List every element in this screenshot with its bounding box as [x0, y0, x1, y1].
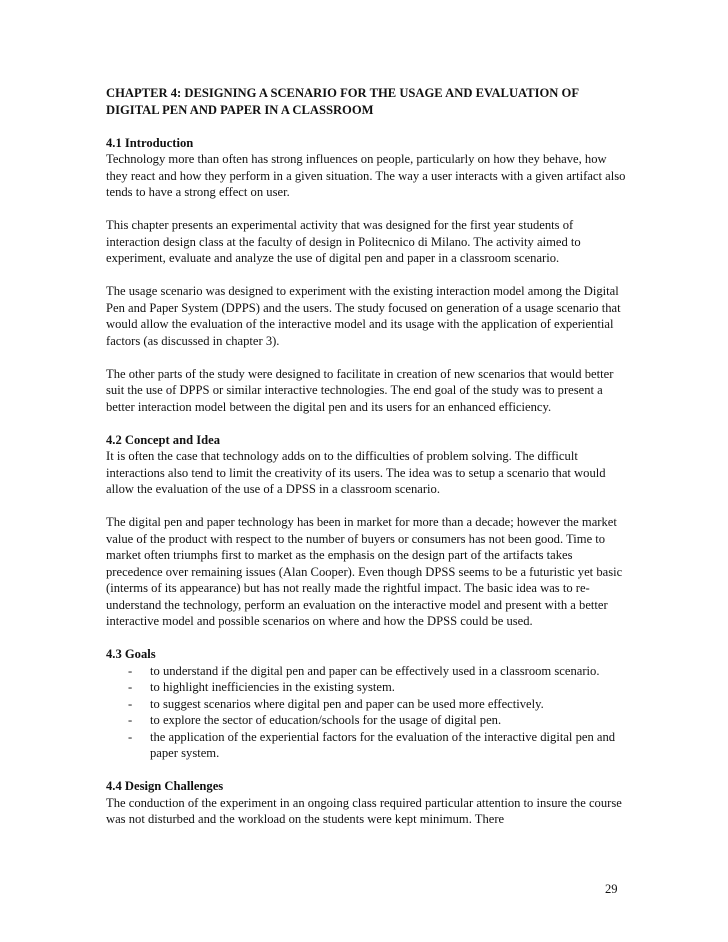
- paragraph: The usage scenario was designed to experiment with the existing interaction model among the Digital Pen and Paper System (DPPS) and the users. The study focused on generation of a usage scenario that would allow the evaluation of the interactive model and its usage with the application of experiential factors (as discussed in chapter 3).: [106, 284, 621, 348]
- paragraph: It is often the case that technology adds on to the difficulties of problem solving. The difficult interactions also tend to limit the creativity of its users. The idea was to setup a scenario that would allow the evaluation of the use of a DPSS in a classroom scenario.: [106, 449, 606, 496]
- chapter-title: CHAPTER 4: DESIGNING A SCENARIO FOR THE USAGE AND EVALUATION OF DIGITAL PEN AND PAPER IN A CLASSROOM: [106, 86, 579, 117]
- paragraph: The other parts of the study were designed to facilitate in creation of new scenarios that would better suit the use of DPPS or similar interactive technologies. The end goal of the study was to present a better interaction model between the digital pen and its users for an enhanced efficiency.: [106, 366, 614, 414]
- spacer: [106, 267, 626, 284]
- section-goals: [106, 646, 626, 762]
- bullet-dash: -: [128, 680, 133, 694]
- section-heading: 4.4 Design Challenges: [106, 779, 224, 793]
- list-item: [106, 729, 626, 762]
- list-item: [106, 696, 626, 713]
- spacer: [106, 201, 626, 218]
- paragraph: Technology more than often has strong influences on people, particularly on how they behave, how they react and how they perform in a given situation. The way a user interacts with a given artifact also tends to have a strong effect on user.: [106, 152, 626, 199]
- document-page: [106, 85, 626, 828]
- bullet-dash: -: [128, 663, 133, 678]
- goals-list: [106, 663, 626, 762]
- list-item-text: to understand if the digital pen and paper can be effectively used in a classroom scenario.: [150, 663, 600, 678]
- section-heading: 4.3 Goals: [106, 647, 156, 661]
- bullet-dash: -: [128, 729, 133, 744]
- bullet-dash: -: [128, 713, 133, 727]
- spacer: [106, 349, 626, 366]
- list-item: [106, 663, 626, 680]
- list-item-text: to explore the sector of education/schools for the usage of digital pen.: [150, 713, 502, 727]
- list-item-text: to suggest scenarios where digital pen and paper can be used more effectively.: [150, 696, 544, 711]
- bullet-dash: -: [128, 696, 133, 711]
- spacer: [106, 762, 626, 779]
- section-concept-and-idea: [106, 432, 626, 630]
- spacer: [106, 415, 626, 432]
- spacer: [106, 498, 626, 515]
- list-item-text: the application of the experiential factors for the evaluation of the interactive digital pen and paper system.: [150, 729, 616, 760]
- section-introduction: [106, 135, 626, 416]
- section-heading: 4.1 Introduction: [106, 135, 194, 150]
- spacer: [106, 630, 626, 647]
- page-number: 29: [605, 882, 618, 896]
- list-item-text: to highlight inefficiencies in the existing system.: [150, 680, 395, 694]
- paragraph: The digital pen and paper technology has been in market for more than a decade; however the market value of the product with respect to the number of buyers or consumers has not been good. Time to market often triumphs first to market as the emphasis on the design part of the artifacts takes precedence over remaining issues (Alan Cooper). Even though DPSS seems to be a futuristic yet basic (interms of its appearance) but has not really made the rightful impact. The basic idea was to re-understand the technology, perform an evaluation on the interactive model and present with a better interactive model and possible scenarios on where and how the DPSS could be used.: [106, 515, 623, 628]
- paragraph: The conduction of the experiment in an ongoing class required particular attention to insure the course was not disturbed and the workload on the students were kept minimum. There: [106, 795, 622, 826]
- spacer: [106, 118, 626, 135]
- paragraph: This chapter presents an experimental activity that was designed for the first year students of interaction design class at the faculty of design in Politecnico di Milano. The activity aimed to experiment, evaluate and analyze the use of digital pen and paper in a classroom scenario.: [106, 218, 581, 265]
- list-item: [106, 712, 626, 729]
- section-heading: 4.2 Concept and Idea: [106, 432, 221, 447]
- section-design-challenges: [106, 778, 626, 828]
- list-item: [106, 679, 626, 696]
